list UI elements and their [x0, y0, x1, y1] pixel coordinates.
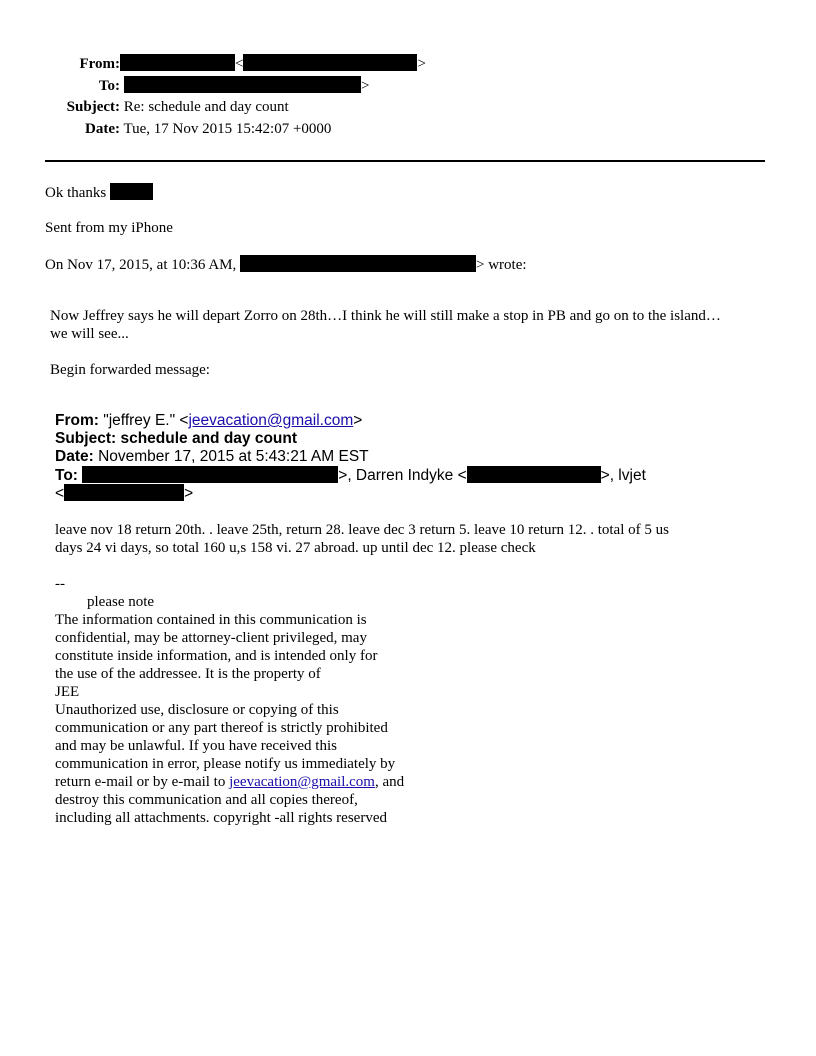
redaction-block	[243, 54, 417, 71]
redaction-block	[110, 183, 153, 200]
redaction-block	[467, 466, 601, 483]
sig-line: JEE	[55, 684, 80, 700]
header-from-row	[0, 54, 426, 73]
fwd-body-line-2: days 24 vi days, so total 160 u,s 158 vi. 27 abroad. up until dec 12. please check	[55, 540, 536, 556]
header-subject-row	[0, 98, 289, 116]
sig-line: communication in error, please notify us immediately by	[55, 756, 396, 772]
fwd-body-line-1: leave nov 18 return 20th. . leave 25th, return 28. leave dec 3 return 5. leave 10 return 12. . total of 5 us	[55, 522, 669, 538]
angle-close: >	[184, 485, 194, 502]
fwd-subject-value: schedule and day count	[120, 430, 298, 447]
fwd-from-label: From:	[55, 412, 99, 429]
reply-ok-thanks	[45, 183, 153, 202]
sent-from-iphone: Sent from my iPhone	[45, 220, 173, 236]
fwd-date-value: November 17, 2015 at 5:43:21 AM EST	[98, 448, 369, 465]
sig-line: and may be unlawful. If you have received this	[55, 738, 337, 754]
quoted-date-text: On Nov 17, 2015, at 10:36 AM,	[45, 257, 237, 273]
header-subject-label: Subject:	[66, 99, 120, 115]
header-to-label: To:	[98, 78, 120, 94]
angle-close: >	[353, 412, 363, 429]
sig-line: communication or any part thereof is strictly prohibited	[55, 720, 388, 736]
fwd-from-email-link[interactable]: jeevacation@gmail.com	[188, 412, 354, 429]
ok-thanks-text: Ok thanks	[45, 185, 107, 201]
redaction-block	[240, 255, 476, 272]
sig-line: constitute inside information, and is intended only for	[55, 648, 378, 664]
sig-return-suffix: , and	[374, 774, 405, 790]
quoted-para-line-2: we will see...	[50, 326, 129, 342]
redaction-block	[124, 76, 361, 93]
sig-please-note: please note	[87, 594, 155, 610]
sig-email-link[interactable]: jeevacation@gmail.com	[229, 774, 375, 790]
fwd-to-end: >, lvjet	[600, 467, 646, 484]
fwd-from-name: "jeffrey E." <	[103, 412, 189, 429]
header-from-label: From:	[79, 56, 120, 72]
header-subject-value: Re: schedule and day count	[123, 99, 289, 115]
sig-dashes: --	[55, 576, 65, 592]
fwd-date-label: Date:	[55, 448, 94, 465]
begin-forwarded-message: Begin forwarded message:	[50, 362, 210, 378]
fwd-subject-row	[55, 430, 297, 448]
fwd-to-row	[55, 466, 646, 485]
angle-close: >	[417, 56, 426, 72]
fwd-to-label: To:	[55, 467, 78, 484]
angle-open: <	[235, 56, 244, 72]
quoted-para-line-1: Now Jeffrey says he will depart Zorro on 28th…I think he will still make a stop in PB and go on to the island…	[50, 308, 721, 324]
quoted-intro	[45, 255, 527, 274]
redaction-block	[120, 54, 235, 71]
sig-line: the use of the addressee. It is the property of	[55, 666, 321, 682]
sig-line: destroy this communication and all copies thereof,	[55, 792, 358, 808]
wrote-text: > wrote:	[476, 257, 527, 273]
fwd-to-row-cont	[55, 484, 193, 503]
header-date-value: Tue, 17 Nov 2015 15:42:07 +0000	[123, 121, 332, 137]
redaction-block	[82, 466, 338, 483]
header-date-row	[0, 120, 331, 138]
sig-line: including all attachments. copyright -all rights reserved	[55, 810, 387, 826]
sig-return-line	[55, 773, 404, 791]
sig-return-prefix: return e-mail or by e-mail to	[55, 774, 230, 790]
sig-line: The information contained in this communication is	[55, 612, 367, 628]
header-date-label: Date:	[85, 121, 120, 137]
sig-line: confidential, may be attorney-client privileged, may	[55, 630, 367, 646]
redaction-block	[64, 484, 184, 501]
fwd-to-mid: >, Darren Indyke <	[338, 467, 467, 484]
angle-close: >	[361, 78, 370, 94]
header-divider	[45, 160, 765, 162]
sig-line: Unauthorized use, disclosure or copying of this	[55, 702, 339, 718]
fwd-date-row	[55, 448, 369, 466]
fwd-subject-label: Subject:	[55, 430, 117, 447]
fwd-from-row	[55, 412, 362, 430]
angle-open: <	[55, 485, 65, 502]
header-to-row	[0, 76, 369, 95]
